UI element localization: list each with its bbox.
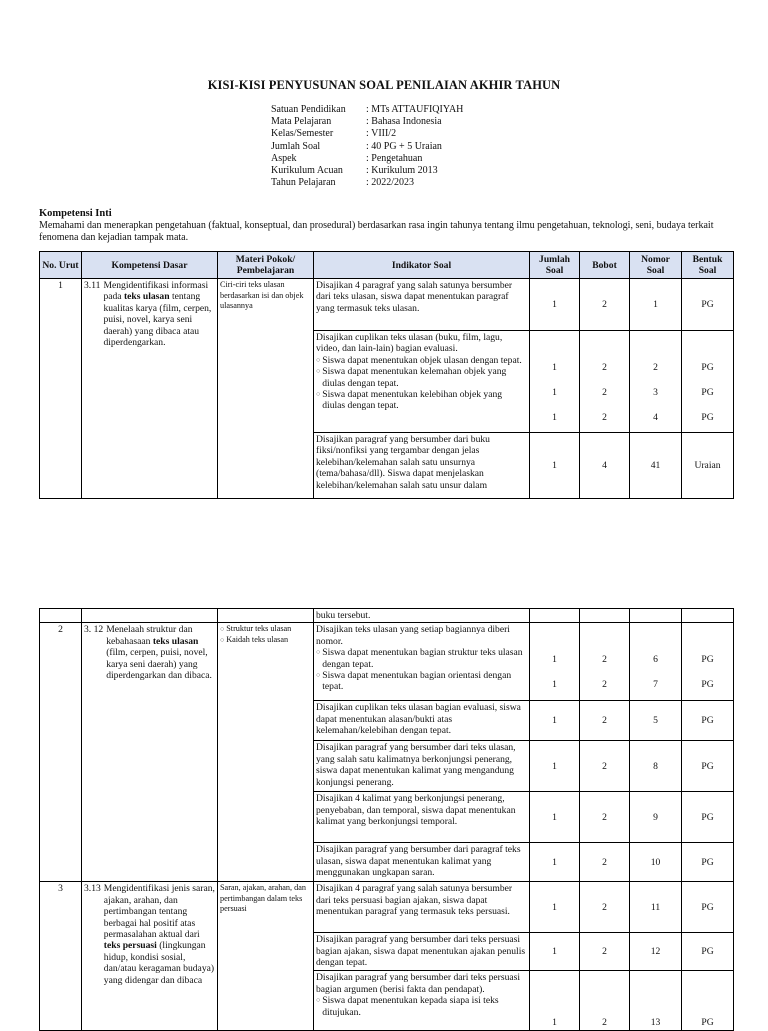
grid-table-page-2 — [39, 608, 734, 1031]
table-row-continuation — [40, 609, 734, 623]
header-materi: Materi Pokok/ Pembelajaran — [218, 252, 314, 279]
count-cell: 1 — [530, 971, 580, 1031]
question-number-cell: 13 — [630, 971, 682, 1031]
competence-code: 3.13 — [84, 883, 101, 895]
indicator-cell: Disajikan 4 paragraf yang salah satunya bersumber dari teks persuasi bagian ajakan, siswa dapat menentukan paragraf yang termasuk teks persuasi. — [314, 882, 530, 933]
question-type-cell: PG — [682, 741, 734, 792]
indicator-sub-item: ○ Siswa dapat menentukan kelebihan objek yang diulas dengan tepat. — [316, 389, 503, 412]
indicator-cell: Disajikan cuplikan teks ulasan bagian evaluasi, siswa dapat menentukan alasan/bukti atas kelemahan/kelebihan dengan tepat. — [314, 701, 530, 741]
question-number-cell: 2 3 4 — [630, 331, 682, 433]
info-value: : 40 PG + 5 Uraian — [366, 140, 442, 152]
header-nomor: Nomor Soal — [630, 252, 682, 279]
indicator-cell: Disajikan paragraf yang bersumber dari buku fiksi/nonfiksi yang tergambar dengan jelas kelebihan/kelemahan salah satu unsurnya (tema/bahasa/dll). Siswa dapat menjelaskan kelebihan/kelemahan salah satu unsur dalam — [314, 433, 530, 499]
question-type-cell: PG — [682, 792, 734, 843]
competence-cell — [82, 279, 218, 499]
weight-cell: 2 — [580, 971, 630, 1031]
info-label: Mata Pelajaran — [271, 116, 332, 128]
bullet-icon: ○ — [316, 355, 321, 364]
indicator-cell — [314, 623, 530, 701]
info-value: : VIII/2 — [366, 128, 397, 140]
question-type-cell: Uraian — [682, 433, 734, 499]
grid-table-page-1 — [39, 251, 734, 499]
question-number-cell: 9 — [630, 792, 682, 843]
table-row — [40, 882, 734, 933]
competence-code: 3.11 — [84, 280, 101, 291]
bullet-icon: ○ — [316, 367, 321, 376]
bullet-icon: ○ — [316, 390, 321, 399]
competence-text: Mengidentifikasi informasi pada teks ulasan tentang kualitas karya (film, cerpen, puisi, novel, karya seni daerah) yang dibaca atau diperdengarkan. — [103, 280, 212, 349]
bullet-icon: ○ — [316, 996, 321, 1005]
weight-cell: 2 — [580, 933, 630, 971]
table-header-row — [40, 252, 734, 279]
info-label: Satuan Pendidikan — [271, 104, 346, 115]
info-label: Jumlah Soal — [271, 140, 321, 152]
question-type-cell: PG — [682, 933, 734, 971]
info-value: : Bahasa Indonesia — [366, 116, 442, 128]
indicator-intro: Disajikan teks ulasan yang setiap bagiannya diberi nomor. — [316, 624, 510, 647]
question-type-cell: PG — [682, 279, 734, 331]
weight-cell: 4 — [580, 433, 630, 499]
indicator-cell: Disajikan paragraf yang bersumber dari paragraf teks ulasan, siswa dapat menentukan kalimat yang menggunakan ungkapan saran. — [314, 843, 530, 882]
weight-cell: 2 2 — [580, 623, 630, 701]
material-cell: Ciri-ciri teks ulasan berdasarkan isi dan objek ulasannya — [218, 279, 314, 499]
competence-text: Mengidentifikasi jenis saran, ajakan, arahan, dan pertimbangan tentang berbagai hal positif atas permasalahan aktual dari teks persuasi (lingkungan hidup, kondisi sosial, dan/atau keragaman budaya) yang didengar dan dibaca — [103, 883, 215, 986]
question-number-cell: 11 — [630, 882, 682, 933]
bullet-icon: ○ — [220, 625, 225, 634]
info-label: Aspek — [271, 152, 297, 164]
info-value: : Kurikulum 2013 — [366, 165, 438, 177]
weight-cell: 2 — [580, 701, 630, 741]
info-value: : 2022/2023 — [366, 177, 415, 189]
info-label: Kurikulum Acuan — [271, 165, 343, 177]
competence-text: Menelaah struktur dan kebahasaan teks ulasan (film, cerpen, puisi, novel, karya seni daerah) yang diperdengarkan dan dibaca. — [106, 624, 212, 682]
row-number: 3 — [40, 882, 82, 1031]
header-bobot: Bobot — [580, 252, 630, 279]
count-cell: 1 1 1 — [530, 331, 580, 433]
question-type-cell: PG — [682, 971, 734, 1031]
weight-cell: 2 — [580, 843, 630, 882]
row-number: 2 — [40, 623, 82, 882]
indicator-cell: Disajikan paragraf yang bersumber dari teks persuasi bagian ajakan, siswa dapat menentukan ajakan penulis dengan tepat. — [314, 933, 530, 971]
indicator-cell: buku tersebut. — [314, 609, 530, 623]
header-kd: Kompetensi Dasar — [82, 252, 218, 279]
weight-cell: 2 — [580, 279, 630, 331]
question-type-cell: PG PG — [682, 623, 734, 701]
indicator-sub-item: ○ Siswa dapat menentukan bagian struktur teks ulasan dengan tepat. — [316, 647, 523, 670]
competence-cell — [82, 623, 218, 882]
question-number-cell: 1 — [630, 279, 682, 331]
row-number: 1 — [40, 279, 82, 499]
count-cell: 1 — [530, 741, 580, 792]
table-row — [40, 279, 734, 331]
question-type-cell: PG — [682, 843, 734, 882]
indicator-cell: Disajikan paragraf yang bersumber dari teks ulasan, yang salah satu kalimatnya berkonjungsi penerang, siswa dapat menentukan kalimat yang mengandung konjungsi penerang. — [314, 741, 530, 792]
count-cell: 1 — [530, 882, 580, 933]
header-indikator: Indikator Soal — [314, 252, 530, 279]
competence-code: 3. 12 — [84, 624, 104, 636]
count-cell: 1 — [530, 843, 580, 882]
count-cell: 1 1 — [530, 623, 580, 701]
weight-cell: 2 — [580, 792, 630, 843]
weight-cell: 2 — [580, 741, 630, 792]
core-competence-heading: Kompetensi Inti — [39, 208, 112, 219]
material-cell: Saran, ajakan, arahan, dan pertimbangan dalam teks persuasi — [218, 882, 314, 1031]
document-title: KISI-KISI PENYUSUNAN SOAL PENILAIAN AKHIR TAHUN — [207, 78, 561, 92]
indicator-cell: Disajikan 4 kalimat yang berkonjungsi penerang, penyebaban, dan temporal, siswa dapat menentukan kalimat yang berkonjungsi temporal. — [314, 792, 530, 843]
indicator-intro: Disajikan cuplikan teks ulasan (buku, film, lagu, video, dan lain-lain) bagian evaluasi. — [316, 332, 503, 355]
header-bentuk: Bentuk Soal — [682, 252, 734, 279]
bullet-icon: ○ — [316, 648, 321, 657]
count-cell: 1 — [530, 433, 580, 499]
question-number-cell: 12 — [630, 933, 682, 971]
material-cell: ○ Struktur teks ulasan ○ Kaidah teks ulasan — [218, 623, 314, 882]
count-cell: 1 — [530, 792, 580, 843]
indicator-cell — [314, 971, 530, 1031]
indicator-sub-item: ○ Siswa dapat menentukan bagian orientasi dengan tepat. — [316, 670, 512, 693]
weight-cell: 2 — [580, 882, 630, 933]
question-number-cell: 8 — [630, 741, 682, 792]
info-value: : Pengetahuan — [366, 152, 423, 164]
count-cell: 1 — [530, 701, 580, 741]
indicator-sub-item: ○ Siswa dapat menentukan kepada siapa isi teks ditujukan. — [316, 995, 499, 1018]
count-cell: 1 — [530, 279, 580, 331]
table-row — [40, 623, 734, 701]
indicator-intro: Disajikan paragraf yang bersumber dari teks persuasi bagian argumen (berisi fakta dan pendapat). — [316, 972, 521, 995]
indicator-sub-item: ○ Siswa dapat menentukan kelemahan objek yang diulas dengan tepat. — [316, 366, 507, 389]
competence-cell — [82, 882, 218, 1031]
info-value: : MTs ATTAUFIQIYAH — [366, 104, 464, 115]
bullet-icon: ○ — [220, 636, 225, 645]
indicator-cell: Disajikan 4 paragraf yang salah satunya bersumber dari teks ulasan, siswa dapat menentukan paragraf yang termasuk teks ulasan. — [314, 279, 530, 331]
bullet-icon: ○ — [316, 671, 321, 680]
indicator-cell — [314, 331, 530, 433]
count-cell: 1 — [530, 933, 580, 971]
indicator-sub-item: ○ Siswa dapat menentukan objek ulasan dengan tepat. — [316, 354, 522, 366]
weight-cell: 2 2 2 — [580, 331, 630, 433]
identity-block — [271, 104, 463, 189]
info-label: Kelas/Semester — [271, 128, 334, 140]
question-number-cell: 5 — [630, 701, 682, 741]
question-number-cell: 10 — [630, 843, 682, 882]
question-number-cell: 6 7 — [630, 623, 682, 701]
question-type-cell: PG PG PG — [682, 331, 734, 433]
info-label: Tahun Pelajaran — [271, 177, 336, 189]
question-type-cell: PG — [682, 882, 734, 933]
question-number-cell: 41 — [630, 433, 682, 499]
question-type-cell: PG — [682, 701, 734, 741]
header-no: No. Urut — [40, 252, 82, 279]
core-competence-text: Memahami dan menerapkan pengetahuan (faktual, konseptual, dan prosedural) berdasarkan rasa ingin tahunya tentang ilmu pengetahuan, teknologi, seni, budaya terkait fenomena dan kejadian tampak mata. — [39, 220, 714, 243]
header-jumlah: Jumlah Soal — [530, 252, 580, 279]
